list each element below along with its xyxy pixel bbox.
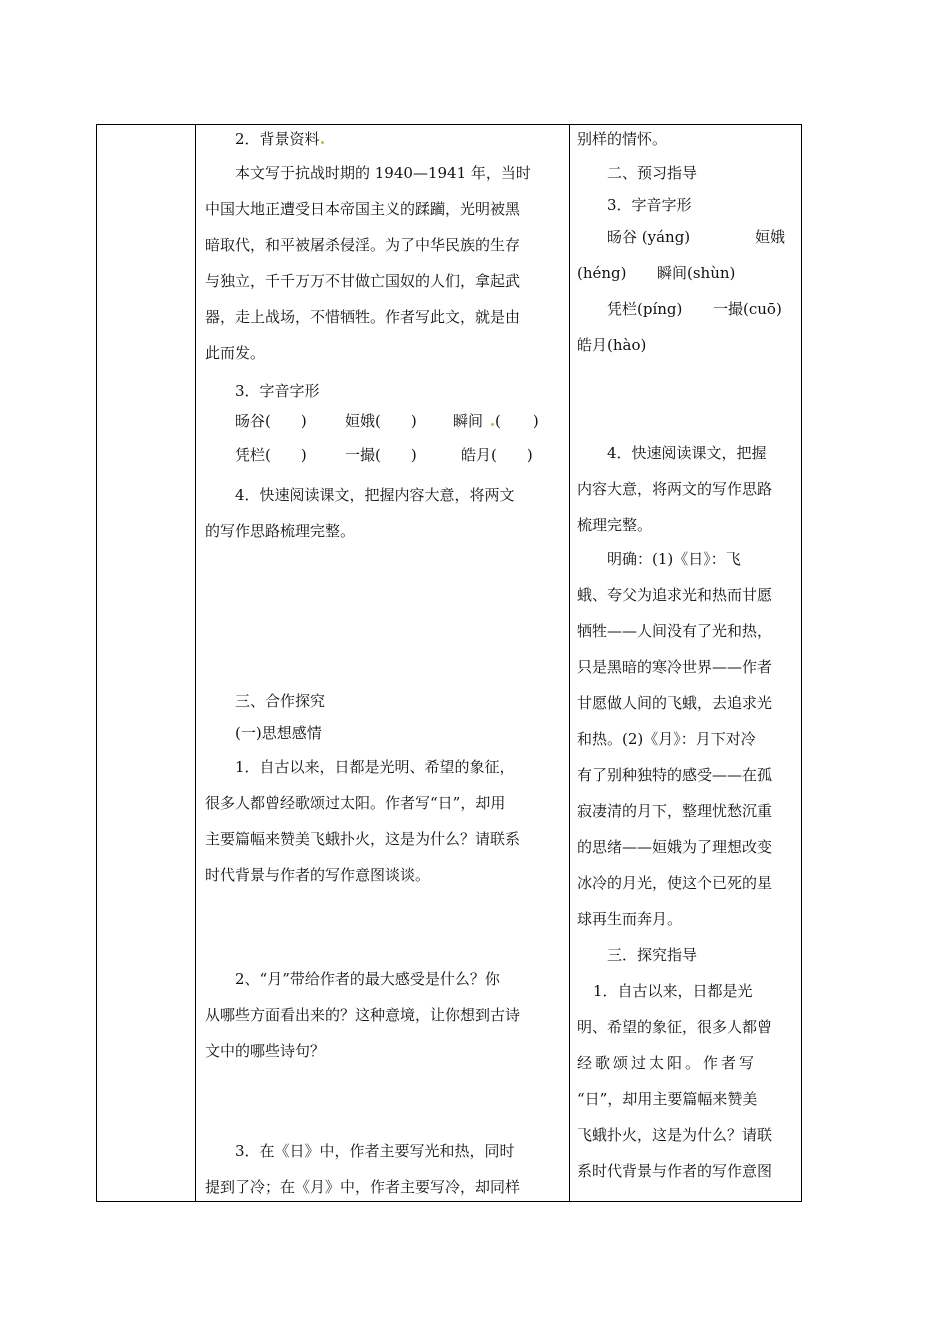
question-line: 从哪些方面看出来的？这种意境，让你想到古诗 [205,1006,521,1024]
question-line: 3．在《日》中，作者主要写光和热，同时 [235,1142,515,1160]
section-heading: 3．字音字形 [235,382,320,400]
body-line: 经歌颂过太阳。作者写 [577,1054,758,1072]
question-line: 1．自古以来，日都是光明、希望的象征， [235,758,515,776]
question-line: 很多人都曾经歌颂过太阳。作者写“日”，却用 [205,794,506,812]
body-line: 内容大意，将两文的写作思路 [577,480,773,498]
section-heading: 二、预习指导 [607,164,698,182]
question-line: 文中的哪些诗句？ [205,1042,326,1060]
answer-line: 冰冷的月光，使这个已死的星 [577,874,773,892]
answer-line: 有了别种独特的感受——在孤 [577,766,773,784]
answer-line: 的思绪——姮娥为了理想改变 [577,838,773,856]
body-line: 4．快速阅读课文，把握 [607,444,767,462]
body-line: 明、希望的象征，很多人都曾 [577,1018,773,1036]
body-line: 飞蛾扑火，这是为什么？请联 [577,1126,773,1144]
body-line: 中国大地正遭受日本帝国主义的蹂躏，光明被黑 [205,200,521,218]
pinyin-item: (héng) [577,264,627,282]
body-line: 此而发。 [205,344,266,362]
answer-line: 明确：(1)《日》：飞 [607,550,741,568]
section-heading: 三、合作探究 [235,692,326,710]
question-line: 主要篇幅来赞美飞蛾扑火，这是为什么？请联系 [205,830,521,848]
section-heading: 2．背景资料 [235,129,325,149]
question-line: 时代背景与作者的写作意图谈谈。 [205,866,431,884]
sub-heading: 3．字音字形 [607,196,692,214]
pinyin-item: 旸谷 (yáng) [607,228,691,246]
word-blank: 皓月( ) [461,446,533,464]
pinyin-item: 一撮(cuō) [713,300,782,318]
pinyin-item: 姮娥 [755,228,786,246]
lesson-table [96,124,802,1202]
question-line: 2、“月”带给作者的最大感受是什么？你 [235,970,500,988]
body-line: 系时代背景与作者的写作意图 [577,1162,773,1180]
answer-line: 只是黑暗的寒冷世界——作者 [577,658,773,676]
pinyin-item: 皓月(hào) [577,336,647,354]
answer-line: 寂凄清的月下，整理忧愁沉重 [577,802,773,820]
answer-line: 甘愿做人间的飞蛾，去追求光 [577,694,773,712]
answer-line: 蛾、夸父为追求光和热而甘愿 [577,586,773,604]
body-line: 4．快速阅读课文，把握内容大意，将两文 [235,486,515,504]
answer-line: 球再生而奔月。 [577,910,683,928]
word-blank: 一撮( ) [345,446,417,464]
body-line: 的写作思路梳理完整。 [205,522,356,540]
pinyin-item: 凭栏(píng) [607,300,683,318]
body-line: 1．自古以来，日都是光 [593,982,753,1000]
word-blank: 凭栏( ) [235,446,307,464]
body-line: 别样的情怀。 [577,130,668,148]
body-line: 暗取代，和平被屠杀侵淫。为了中华民族的生存 [205,236,521,254]
body-line: “日”，却用主要篇幅来赞美 [577,1090,758,1108]
body-line: 本文写于抗战时期的 1940—1941 年，当时 [235,164,531,182]
word-blank: 姮娥( ) [345,412,417,430]
body-line: 梳理完整。 [577,516,653,534]
word-blank: 旸谷( ) [235,412,307,430]
question-line: 提到了冷；在《月》中，作者主要写冷，却同样 [205,1178,521,1196]
sub-heading: (一)思想感情 [235,724,322,742]
answer-line: 和热。(2)《月》：月下对冷 [577,730,756,748]
answer-line: 牺牲——人间没有了光和热， [577,622,773,640]
body-line: 器，走上战场，不惜牺牲。作者写此文，就是由 [205,308,521,326]
body-line: 与独立，千千万万不甘做亡国奴的人们，拿起武 [205,272,521,290]
word-blank: 瞬间 ( ) [453,412,539,430]
section-heading: 三．探究指导 [607,946,698,964]
pinyin-item: 瞬间(shùn) [657,264,736,282]
guide-column [569,125,799,1201]
